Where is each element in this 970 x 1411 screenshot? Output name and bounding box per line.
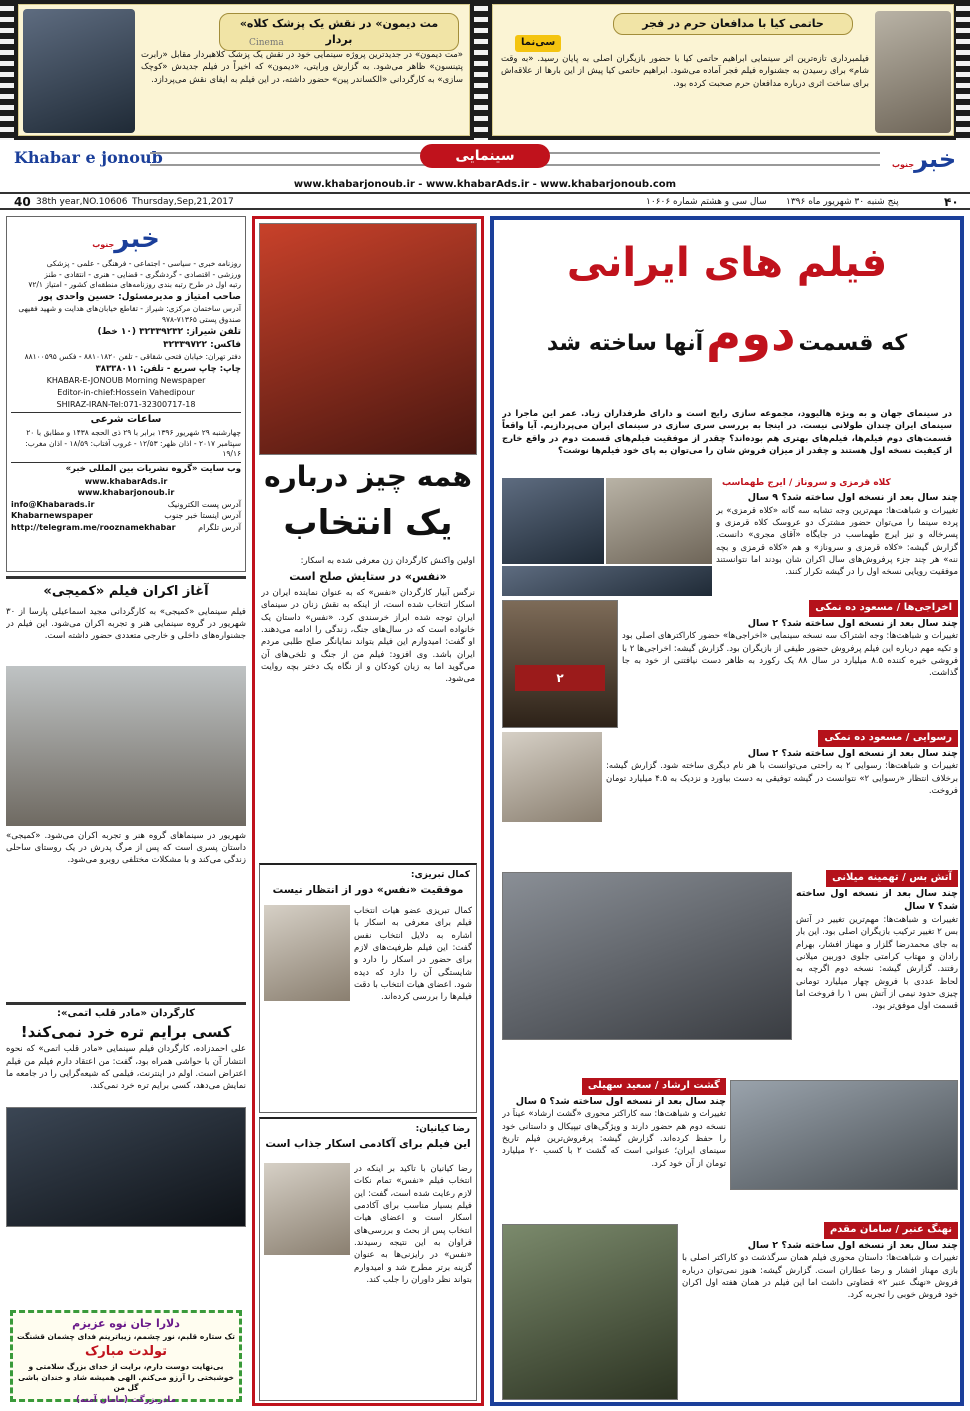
- director-photo: [875, 11, 951, 133]
- top-left-text: «مت دیمون» در جدیدترین پروژه سینمایی خود در نقش یک پزشک کلاهبردار مقابل «رابرت پتینسون» ظاهر می‌شود. به گزارش ورایتی، «دیمون» که اخیراً در فیلم جدیدش «کوچک سازی» به کارگردانی «الکساندر پین» حضور داشته، در این فیلم به ایفای نقش می‌پردازد.: [141, 50, 463, 85]
- urls: www.khabarjonoub.ir - www.khabarAds.ir - www.khabarjonoub.com: [293, 179, 677, 190]
- section-5-body: تغییرات و شباهت‌ها: سه کاراکتر محوری «گشت ارشاد» عیناً در نسخه دوم هم حضور دارند و ویژگی‌های تیپیکال و داستانی خود را حفظ کرده‌اند. گزارش گیشه: پرفروش‌ترین فیلم تاریخ سینمای ایران؛ عنوانی است که گشت ۲ با کسب ۲۰ میلیارد تومان از آن خود کرد.: [502, 1109, 726, 1169]
- box2-body: رضا کیانیان با تاکید بر اینکه در انتخاب فیلم «نفس» تمام نکات لازم رعایت شده است، گفت: این فیلم بسیار مناسب برای آکادمی اسکار است و اعضای هیات انتخاب پس از بحث و بررسی‌های فراوان به این نتیجه رسیدند. «نفس» در رایزنی‌ها به عنوان گزینه برتر مطرح شد و امیدوارم بتواند نظر داوران را جلب کند.: [354, 1164, 472, 1285]
- photo-kolah-ghermezi-2: [606, 478, 712, 564]
- bday-wish: تولدت مبارک: [84, 1343, 168, 1359]
- prayer-title: ساعات شرعی: [11, 412, 241, 428]
- masthead: [0, 140, 970, 210]
- en-line-1: KHABAR-E-JONOUB Morning Newspaper: [46, 376, 206, 386]
- section-3-sub: چند سال بعد از نسخه اول ساخته شد؟ ۲ سال: [747, 747, 958, 759]
- section-6-sub: چند سال بعد از نسخه اول ساخته شد؟ ۲ سال: [747, 1239, 958, 1251]
- section-1-sub: چند سال بعد از نسخه اول ساخته شد؟ ۹ سال: [747, 492, 958, 504]
- photo-kolah-ghermezi-3: [502, 566, 712, 596]
- top-left-headline: «مت دیمون» در نقش یک پزشک کلاه بردار: [219, 13, 459, 51]
- atomic-title: کسی برایم تره خرد نمی‌کند!: [20, 1022, 232, 1041]
- section-5-title: گشت ارشاد / سعید سهیلی: [582, 1078, 726, 1095]
- director-main-photo: [259, 223, 477, 455]
- top-left-panel: [18, 4, 470, 136]
- atomic-kicker: کارگردان «مادر قلب اتمی»:: [57, 1008, 195, 1019]
- box-tabrizi: [259, 863, 477, 1113]
- info-line-2: ورزشی - اقتصادی - گردشگری - قضایی - هنری - انتقادی - طنز: [44, 269, 241, 279]
- middle-article: [252, 216, 484, 1406]
- section-1-title: کلاه قرمزی و سروناز / ایرج طهماسب: [722, 478, 891, 488]
- film-holes-left: [0, 0, 14, 140]
- middle-body: نرگس آبیار کارگردان «نفس» که به عنوان نماینده ایران در اسکار انتخاب شده است، از اینکه به نقش زنان در سینمای ایران توجه شده ابراز خرسندی کرد. «نفس» داستان یک خانواده است که در سال‌های جنگ، زندگی را ادامه می‌دهند. او گفت: امیدوارم این فیلم بتواند نمایانگر صلح طلبی مردم ایران باشد. وی افزود: فیلم من از جنگ و تلخی‌های آن می‌گوید اما به زبان کودکان و از نگاه یک دختر بچه روایت می‌شود.: [261, 588, 475, 685]
- imprint-box: [6, 216, 246, 572]
- komiji-text: فیلم سینمایی «کمیجی» به کارگردانی مجید اسماعیلی پارسا از ۳۰ شهریور در گروه سینمایی هنر و تجربه اکران می‌شود. این فیلم در جشنواره‌های داخلی و خارجی متعددی حضور داشته است.: [6, 606, 246, 642]
- main-title-line2: که قسمت دوم آنها ساخته شد: [546, 306, 908, 362]
- middle-subhead: «نفس» در ستایش صلح است: [289, 570, 447, 583]
- komiji-photo: [6, 666, 246, 826]
- section-3-title: رسوایی / مسعود ده نمکی: [818, 730, 958, 747]
- photo-kolah-ghermezi-1: [502, 478, 604, 564]
- issue-en: 38th year,NO.10606: [36, 197, 128, 207]
- section-3-body: تغییرات و شباهت‌ها: رسوایی ۲ به راحتی می‌توانست با هر نام دیگری ساخته شود. گزارش گیشه: برخلاف انتظار «رسوایی ۲» نتوانست در گیشه توفیقی به دست بیاورد و نزدیک به ۴.۵ میلیارد تومان فروخت.: [606, 761, 958, 796]
- section-5: [502, 1078, 726, 1218]
- bday-name: دلارا جان نوه عزیزم: [72, 1317, 180, 1330]
- section-4: [796, 870, 958, 1080]
- contact-2[interactable]: آدرس اینستا خبر جنوب Khabarnewspaper: [11, 511, 241, 521]
- middle-title-2: یک انتخاب: [283, 503, 453, 543]
- top-right-text: فیلمبرداری تازه‌ترین اثر سینمایی ابراهیم حاتمی کیا با حضور بازیگران اصلی به پایان رسید. «به وقت شام» برای رسیدن به جشنواره فیلم فجر آماده می‌شود. ابراهیم حاتمی کیا پیش از این بارها از علاقه‌اش برای ساخت اثری درباره مدافعان حرم صحبت کرده بود.: [501, 54, 869, 89]
- section-2: [622, 600, 958, 728]
- bday-line2: تک ستاره قلبم، نور چشمم، زیباترینم فدای چشمان قشنگت: [17, 1331, 235, 1341]
- main-title-line1: فیلم های ایرانی: [566, 240, 888, 286]
- section-6-title: نهنگ عنبر / سامان مقدم: [824, 1222, 958, 1239]
- logo-en: Khabar e jonoub: [14, 148, 163, 167]
- photo-atash-bas: [502, 872, 792, 1040]
- photo-ekhrajiha-poster: ۲: [502, 600, 618, 728]
- birthday-ad: [10, 1310, 242, 1406]
- contact-1[interactable]: آدرس پست الکترونیک info@Khabarads.ir: [11, 499, 241, 509]
- prayer-text: چهارشنبه ۲۹ شهریور ۱۳۹۶ برابر با ۲۹ ذی الحجه ۱۴۳۸ و مطابق با ۲۰ سپتامبر ۲۰۱۷ - اذان ظهر: ۱۲/۵۳ - غروب آفتاب: ۱۸/۵۹ - اذان مغرب: ۱۹/۱۶: [25, 427, 241, 459]
- atomic-heart-article: [6, 1002, 246, 1302]
- section-3: [606, 730, 958, 860]
- address: آدرس ساختمان مرکزی: شیراز - تقاطع خیابان‌های هدایت و شهید فقیهی: [18, 304, 241, 314]
- logo-fa: خبرجنوب: [892, 145, 957, 173]
- section-6-body: تغییرات و شباهت‌ها: داستان محوری فیلم همان سرگذشت دو کاراکتر اصلی با بازی مهناز افشار و رضا عطاران است. گزارش گیشه: هنوز نمی‌توان درباره فروش «نهنگ عنبر ۲» قضاوتی داشت اما این فیلم در همان هفته اول اکران خود فروش خوبی را تجربه کرد.: [682, 1253, 958, 1301]
- web-1[interactable]: www.khabarAds.ir: [84, 476, 168, 486]
- page-number-fa: ۴۰: [944, 195, 959, 209]
- page-number-en: 40: [14, 195, 31, 209]
- section-2-sub: چند سال بعد از نسخه اول ساخته شد؟ ۲ سال: [747, 617, 958, 629]
- owner: صاحب امتیاز و مدیرمسئول: حسین واحدی پور: [38, 292, 241, 303]
- section-label: سینمایی: [420, 144, 550, 168]
- date-row: [0, 192, 970, 210]
- contact-3[interactable]: آدرس تلگرام http://telegram.me/rooznamekhabar: [11, 522, 241, 532]
- section-6: [682, 1222, 958, 1400]
- info-line-1: روزنامه خبری - سیاسی - اجتماعی - فرهنگی - علمی - پزشکی: [46, 258, 241, 268]
- left-sidebar: [6, 216, 246, 1406]
- film-holes-right: [956, 0, 970, 140]
- photo-rosvaei: [502, 732, 602, 822]
- box1-body: کمال تبریزی عضو هیات انتخاب فیلم برای معرفی به اسکار با اشاره به دلایل انتخاب نفس گفت: این فیلم ظرفیت‌های لازم برای حضور در اسکار را دارد و شایستگی آن را دارد که دیده شود. اعضای هیات انتخاب با دقت فیلم‌ها را بررسی کرده‌اند.: [354, 906, 472, 1003]
- web-2[interactable]: www.khabarjonoub.ir: [77, 488, 175, 498]
- section-4-body: تغییرات و شباهت‌ها: مهم‌ترین تغییر در آتش بس ۲ تغییر ترکیب بازیگران اصلی بود. این بار به جای محمدرضا گلزار و مهناز افشار، بهرام رادان و مهتاب کرامتی جلوی دوربین میلانی رفتند. گزارش گیشه: نسخه دوم اگرچه به لحاظ عددی با فروش چهار میلیارد تومانی چیزی حدود نیمی از آتش بس ۱ را فروخت اما قسمت اول موفق‌تر بود.: [796, 915, 958, 1012]
- komiji-article: [6, 576, 246, 996]
- box2-head: این فیلم برای آکادمی اسکار جذاب است: [265, 1138, 471, 1150]
- top-right-panel: [492, 4, 954, 136]
- section-1-body: تغییرات و شباهت‌ها: مهم‌ترین وجه تشابه سه گانه «کلاه قرمزی» بر پرده سینما را می‌توان حضور مشترک دو عروسک کلاه قرمزی و پسرخاله و نیز ایرج طهماسب در جایگاه «آقای مجری» دانست. گزارش گیشه: «کلاه قرمزی و سروناز» و هم «کلاه قرمزی و بچه ننه» هر چند جزء پرفروش‌های سال اکران شان بودند اما نتوانستند موفقیت رویایی نسخه اول را در گیشه تکرار کنند.: [716, 505, 958, 578]
- bday-line4: بی‌نهایت دوست دارم، برایت از خدای بزرگ سلامتی و خوشبختی را آرزو می‌کنم. الهی همیشه شاد و خندان باشی گل من: [18, 1361, 234, 1393]
- box1-head: موفقیت «نفس» دور از انتظار نیست: [272, 884, 464, 896]
- komiji-title: آغاز اکران فیلم «کمیجی»: [43, 584, 209, 599]
- box-kianian: [259, 1117, 477, 1401]
- tehran-office: دفتر تهران: خیابان فتحی شقاقی - تلفن ۸۸۱۰۱۸۲۰ - فکس ۸۸۱۰۰۵۹۵: [24, 352, 241, 362]
- imprint-logo: خبرجنوب: [92, 224, 160, 254]
- photo-nahang-anbar: [502, 1224, 678, 1400]
- main-article: [490, 216, 964, 1406]
- section-2-title: اخراجی‌ها / مسعود ده نمکی: [809, 600, 958, 617]
- atomic-text: علی احمدزاده، کارگردان فیلم سینمایی «مادر قلب اتمی» که نحوه انتشار آن با حواشی همراه بود، گفت: من اعتقاد دارم فیلم من فیلم اعتراض است. اولم در اینترنت، فیلمی که شیعه‌گرایی را در جامعه ما نمایش می‌دهد، کسی برایم تره خرد نمی‌کند.: [6, 1044, 246, 1092]
- pobox: صندوق پستی ۷۱۳۶۵-۹۷۸: [161, 315, 241, 325]
- kianian-photo: [264, 1163, 350, 1255]
- middle-kicker: اولین واکنش کارگردان زن معرفی شده به اسکار:: [300, 556, 475, 566]
- tabrizi-photo: [264, 905, 350, 1001]
- print-info: چاپ: چاپ سریع - تلفن: ۳۸۳۳۸۰۱۱: [95, 364, 241, 375]
- box2-name: رضا کیانیان:: [415, 1124, 470, 1134]
- section-4-title: آتش بس / تهمینه میلانی: [826, 870, 958, 887]
- section-2-body: تغییرات و شباهت‌ها: وجه اشتراک سه نسخه سینمایی «اخراجی‌ها» حضور کاراکترهای اصلی بود و تکیه مهم درباره این فیلم پرفروش حضور طیفی از بازیگران بود. گزارش گیشه: اخراجی‌ها ۲ با فروشی خیره کننده ۸.۵ میلیارد در سال ۸۸ یک رکورد به ظاهر دست نیافتنی از خود به جا گذاشت.: [622, 631, 958, 679]
- cinema-tag: Cinema: [249, 38, 284, 48]
- top-film-strip: [0, 0, 970, 140]
- komiji-text-2: شهریور در سینماهای گروه هنر و تجربه اکران می‌شود. «کمیجی» داستان پسری است که پس از مرگ پدرش در یک روستای ساحلی زندگی می‌کند و با مشکلات مختلفی روبرو می‌شود.: [6, 830, 246, 866]
- date-en: Thursday,Sep,21,2017: [132, 197, 234, 207]
- en-line-2: Editor-in-chief:Hossein Vahedipour: [57, 387, 195, 397]
- license: رتبه اول در طرح رتبه بندی روزنامه‌های منطقه‌ای کشور - امتیاز ۷۲/۱: [28, 280, 241, 290]
- issue-fa: سال سی و هشتم شماره ۱۰۶۰۶: [646, 197, 767, 207]
- date-fa: پنج شنبه ۳۰ شهریور ماه ۱۳۹۶: [786, 197, 899, 207]
- atomic-photo: [6, 1107, 246, 1227]
- bday-signature: مادربزرگت (مامان آمنه): [76, 1395, 176, 1406]
- box1-name: کمال تبریزی:: [410, 870, 470, 880]
- cinema-fa-tag: سی‌نما: [515, 35, 561, 52]
- actor-photo: [23, 9, 135, 133]
- main-lead: در سینمای جهان و به ویژه هالیوود، مجموعه سازی رایج است و دارای طرفداران زیاد. عمر این ماجرا در سینمای ایران چندان طولانی نیست. در اینجا به بررسی سری سازی در سینمای ایران می‌پردازیم. آیا واقعاً قسمت‌های دوم فیلم‌ها، فیلم‌های بهتری هم بوده‌اند؟ چقدر از موفقیت فیلم‌های قسمت دوم در واقع خارج از کیفیت نسخه اول هستند و چقدر از میزان فروش شان را می‌توان به پای خود فیلم‌ها نوشت؟: [502, 409, 952, 456]
- web-title: وب سایت «گروه نشریات بین المللی خبر»: [11, 462, 241, 475]
- section-1: [716, 476, 958, 596]
- middle-title-1: همه چیز درباره: [264, 460, 472, 493]
- fax: فاکس: ۳۲۳۳۹۷۲۲: [163, 340, 241, 351]
- top-right-headline: حاتمی کیا با مدافعان حرم در فجر: [613, 13, 853, 35]
- phone: تلفن شیراز: ۳۲۳۳۹۲۳۲ (۱۰ خط): [97, 327, 241, 338]
- photo-gasht-ershad: [730, 1080, 958, 1190]
- en-line-3: SHIRAZ-IRAN-Tel:071-32300717-18: [56, 399, 196, 409]
- section-4-sub: چند سال بعد از نسخه اول ساخته شد؟ ۷ سال: [796, 887, 958, 913]
- section-5-sub: چند سال بعد از نسخه اول ساخته شد؟ ۵ سال: [515, 1095, 726, 1107]
